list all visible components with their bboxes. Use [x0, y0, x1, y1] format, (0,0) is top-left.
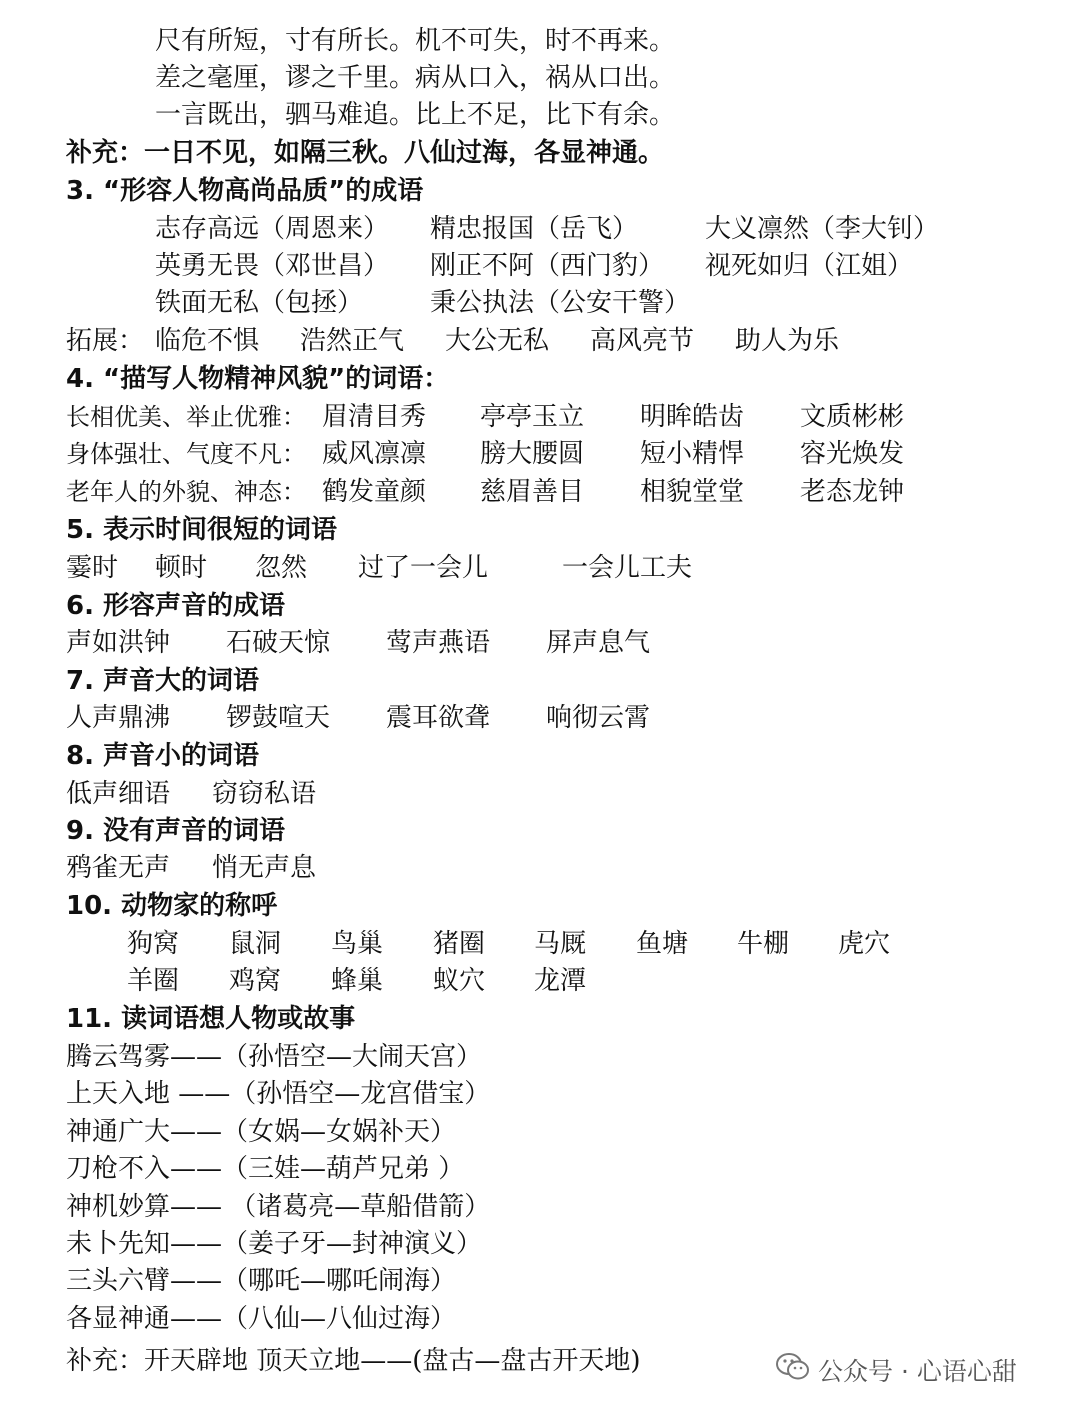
proverb-text: 尺有所短，寸有所长。机不可失，时不再来。 [155, 26, 676, 56]
idiom-item: 容光焕发 [800, 439, 905, 469]
word-item: 龙潭 [534, 966, 587, 996]
story-text: 神机妙算—— （诸葛亮—草船借箭） [66, 1192, 491, 1222]
idiom-item: 震耳欲聋 [386, 703, 491, 733]
extension-label: 拓展： [66, 326, 145, 356]
word-item: 马厩 [534, 929, 587, 959]
word-item: 虎穴 [838, 929, 891, 959]
idiom-item: 视死如归（江姐） [705, 251, 914, 281]
word-item: 霎时 [66, 553, 119, 583]
idiom-item: 大义凛然（李大钊） [705, 214, 940, 244]
heading-text: 11. 读词语想人物或故事 [66, 1004, 356, 1034]
idiom-item: 铁面无私（包拯） [155, 288, 364, 318]
idiom-item: 鹤发童颜 [322, 477, 427, 507]
idiom-item: 浩然正气 [300, 326, 405, 356]
proverb-text: 差之毫厘，谬之千里。病从口入，祸从口出。 [155, 63, 676, 93]
wechat-icon [776, 1353, 818, 1387]
word-item: 蜂巢 [331, 966, 384, 996]
story-text: 上天入地 ——（孙悟空—龙宫借宝） [66, 1079, 491, 1109]
heading-text: 5. 表示时间很短的词语 [66, 515, 338, 545]
idiom-item: 大公无私 [445, 326, 550, 356]
word-item: 鸟巢 [331, 929, 384, 959]
word-item: 鸡窝 [229, 966, 282, 996]
idiom-item: 短小精悍 [640, 439, 745, 469]
idiom-item: 相貌堂堂 [640, 477, 745, 507]
word-item: 鼠洞 [229, 929, 282, 959]
heading-text: 6. 形容声音的成语 [66, 591, 286, 621]
heading-text: 9. 没有声音的词语 [66, 816, 286, 846]
idiom-item: 响彻云霄 [546, 703, 651, 733]
idiom-item: 低声细语 [66, 779, 171, 809]
idiom-item: 老态龙钟 [800, 477, 905, 507]
idiom-item: 屏声息气 [546, 628, 651, 658]
idiom-item: 人声鼎沸 [66, 703, 171, 733]
idiom-item: 明眸皓齿 [640, 402, 745, 432]
idiom-item: 鸦雀无声 [66, 853, 171, 883]
idiom-item: 声如洪钟 [66, 628, 171, 658]
story-text: 刀枪不入——（三娃—葫芦兄弟 ） [66, 1154, 465, 1184]
word-item: 蚁穴 [433, 966, 486, 996]
idiom-item: 助人为乐 [735, 326, 840, 356]
idiom-item: 高风亮节 [590, 326, 695, 356]
proverb-supplement-text: 补充：一日不见，如隔三秋。八仙过海，各显神通。 [66, 138, 665, 168]
idiom-item: 志存高远（周恩来） [155, 214, 390, 244]
word-item: 羊圈 [127, 966, 180, 996]
story-supplement-text: 补充：开天辟地 顶天立地——(盘古—盘古开天地) [66, 1346, 641, 1376]
word-item: 忽然 [255, 553, 308, 583]
proverb-text: 一言既出，驷马难追。比上不足，比下有余。 [155, 100, 676, 130]
heading-text: 4. “描写人物精神风貌”的词语： [66, 364, 450, 394]
story-text: 神通广大——（女娲—女娲补天） [66, 1117, 457, 1147]
heading-text: 3. “形容人物高尚品质”的成语 [66, 176, 424, 206]
idiom-item: 秉公执法（公安干警） [430, 288, 691, 318]
watermark-text: 公众号 · 心语心甜 [818, 1357, 1017, 1386]
word-item: 过了一会儿 [358, 553, 489, 583]
idiom-item: 眉清目秀 [322, 402, 427, 432]
word-item: 狗窝 [127, 929, 180, 959]
watermark [776, 1350, 1017, 1390]
idiom-item: 石破天惊 [226, 628, 331, 658]
story-text: 各显神通——（八仙—八仙过海） [66, 1304, 457, 1334]
idiom-item: 临危不惧 [155, 326, 260, 356]
idiom-item: 亭亭玉立 [480, 402, 585, 432]
idiom-item: 锣鼓喧天 [226, 703, 331, 733]
idiom-item: 莺声燕语 [386, 628, 491, 658]
row-label: 老年人的外貌、神态： [66, 478, 306, 506]
row-label: 长相优美、举止优雅： [66, 403, 306, 431]
heading-text: 10. 动物家的称呼 [66, 891, 278, 921]
story-text: 三头六臂——（哪吒—哪吒闹海） [66, 1266, 457, 1296]
word-item: 顿时 [155, 553, 208, 583]
word-item: 牛棚 [737, 929, 790, 959]
idiom-item: 威风凛凛 [322, 439, 427, 469]
word-item: 一会儿工夫 [562, 553, 693, 583]
row-label: 身体强壮、气度不凡： [66, 440, 306, 468]
idiom-item: 悄无声息 [212, 853, 317, 883]
idiom-item: 刚正不阿（西门豹） [430, 251, 665, 281]
idiom-item: 英勇无畏（邓世昌） [155, 251, 390, 281]
idiom-item: 精忠报国（岳飞） [430, 214, 639, 244]
story-text: 腾云驾雾——（孙悟空—大闹天宫） [66, 1042, 483, 1072]
heading-text: 8. 声音小的词语 [66, 741, 260, 771]
word-item: 猪圈 [433, 929, 486, 959]
heading-text: 7. 声音大的词语 [66, 666, 260, 696]
idiom-item: 膀大腰圆 [480, 439, 585, 469]
story-text: 未卜先知——（姜子牙—封神演义） [66, 1229, 483, 1259]
idiom-item: 窃窃私语 [212, 779, 317, 809]
word-item: 鱼塘 [636, 929, 689, 959]
idiom-item: 慈眉善目 [480, 477, 585, 507]
idiom-item: 文质彬彬 [800, 402, 905, 432]
